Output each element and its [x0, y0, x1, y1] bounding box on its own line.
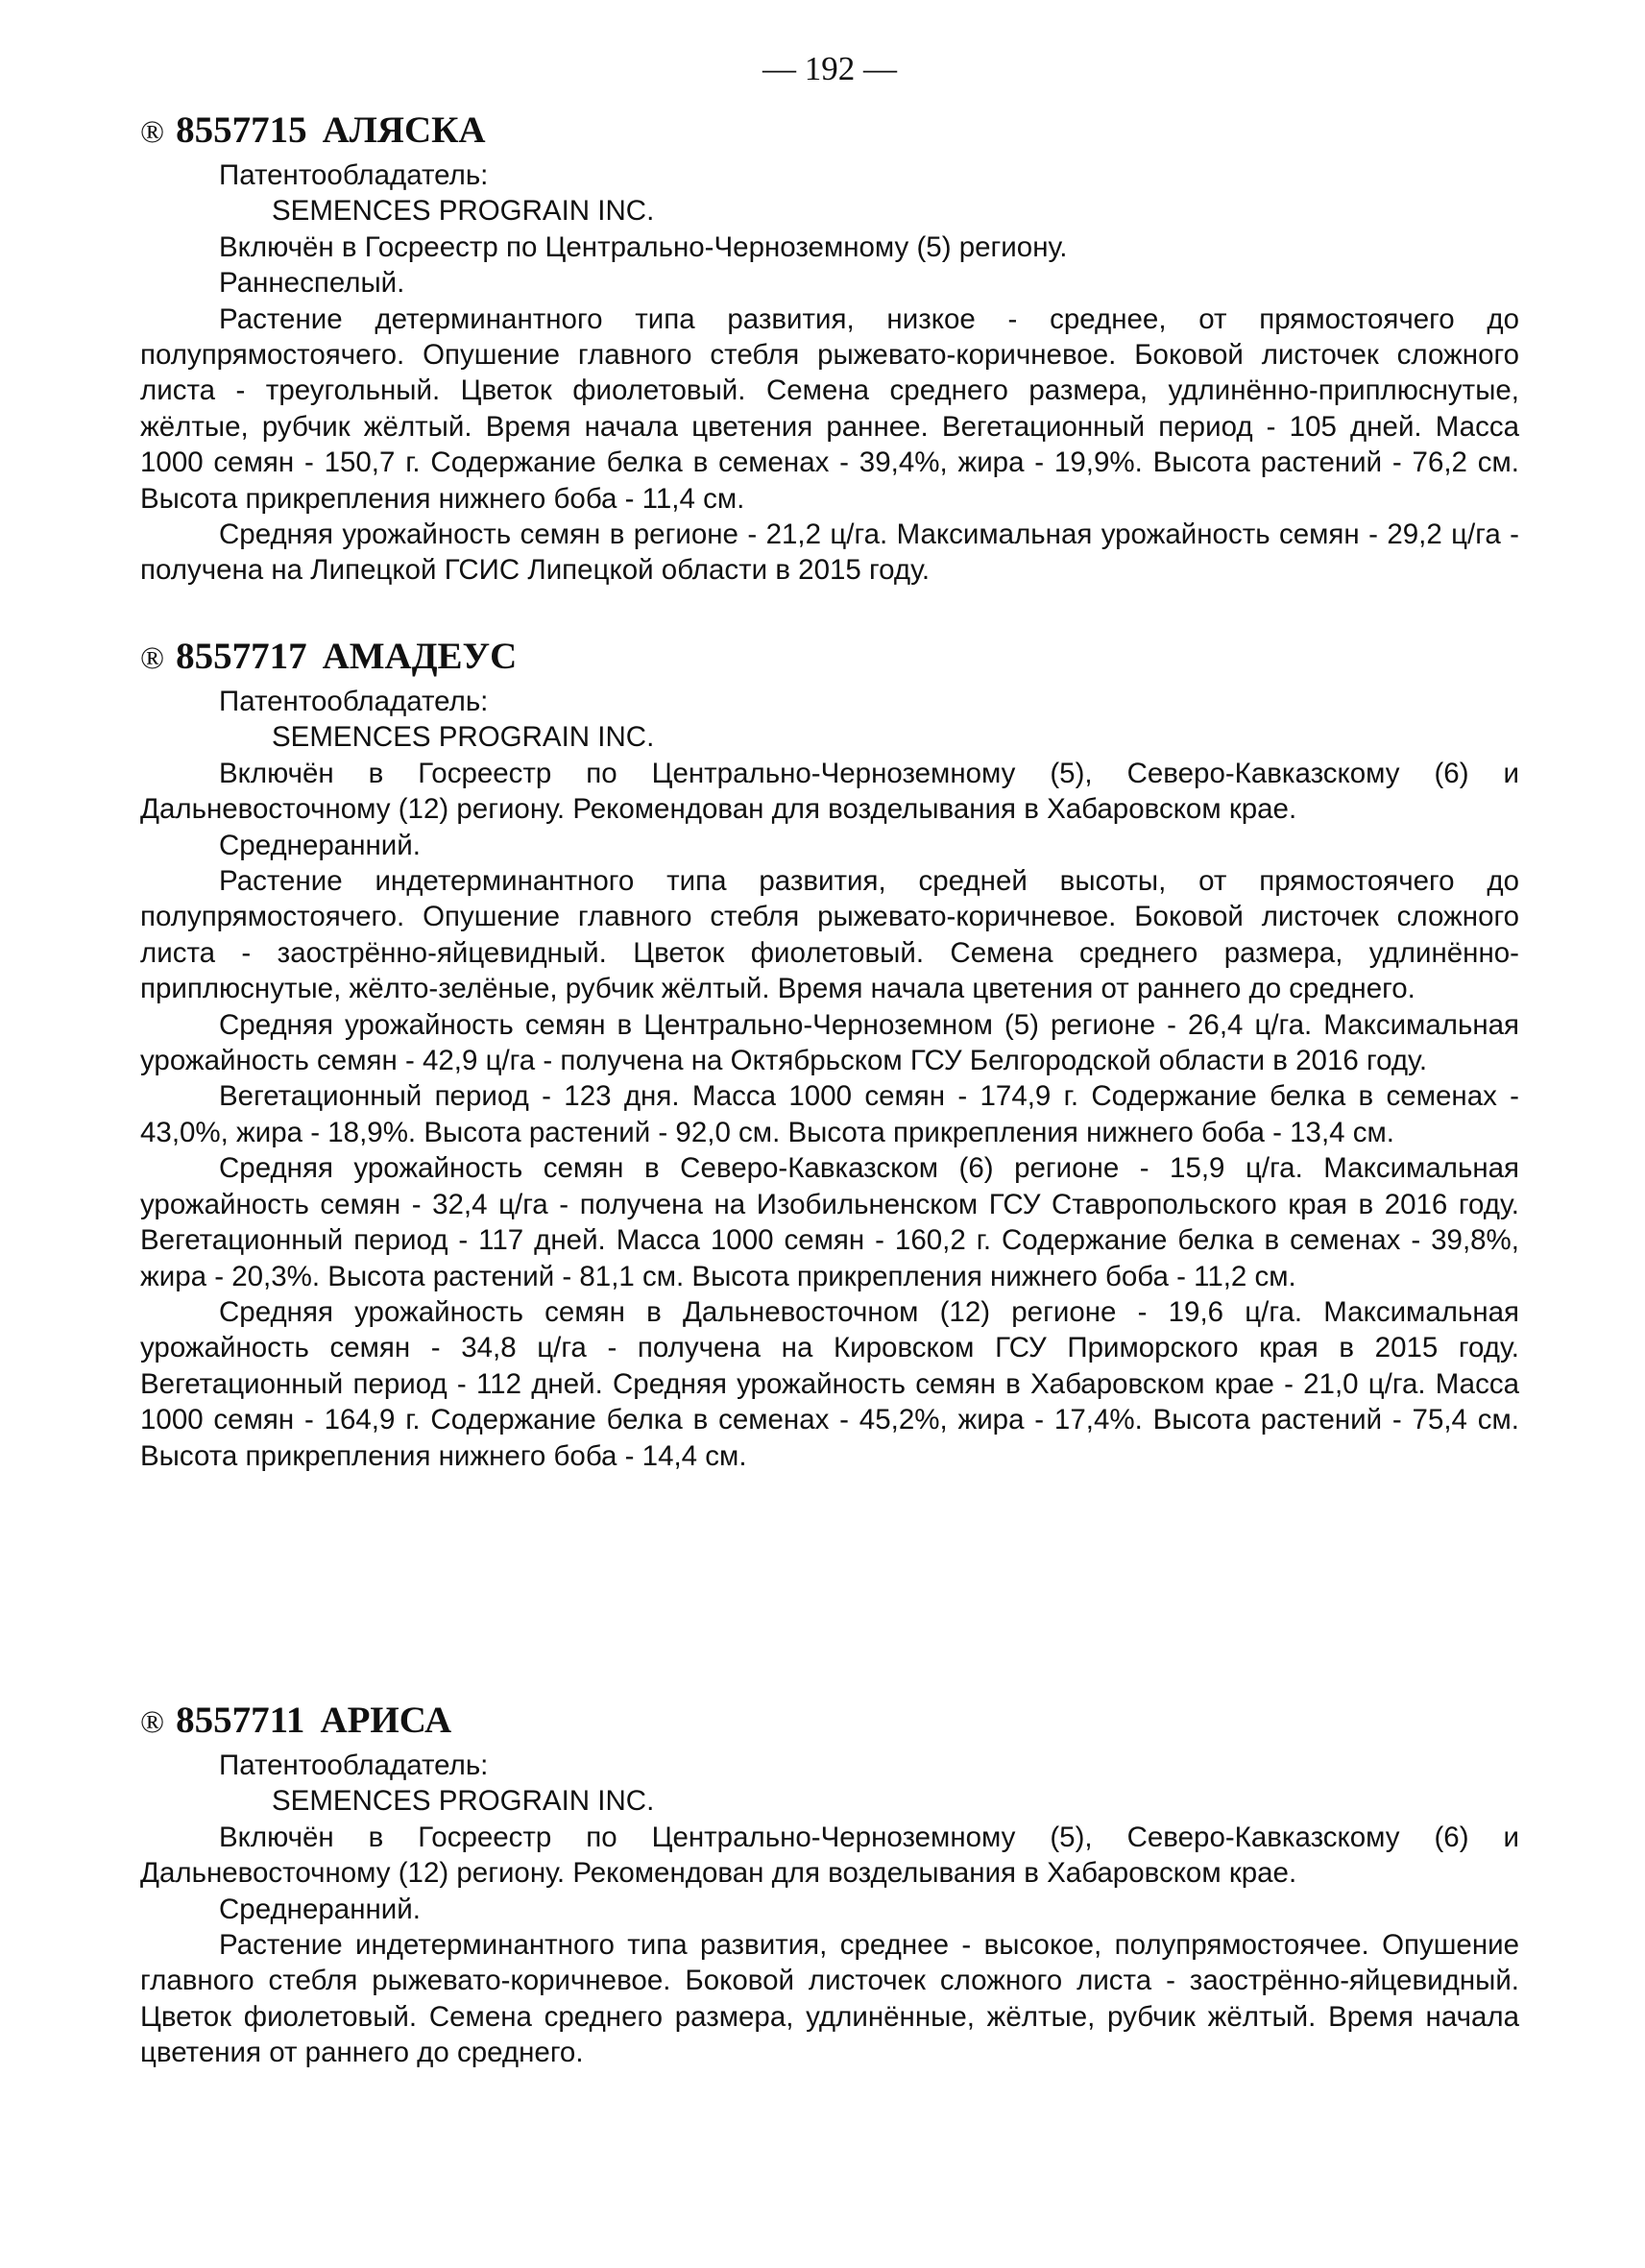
registered-icon: ®	[140, 1705, 165, 1740]
page-number: — 192 —	[762, 50, 897, 87]
yield-far-east-text: Средняя урожайность семян в Дальневосточном (12) регионе - 19,6 ц/га. Максимальная урожайность семян - 34,8 ц/га - получена на Кировском ГСУ Приморского края в 2015 году. Вегетационный период - 112 дней. Средняя урожайность семян в Хабаровском крае - 21,0 ц/га. Масса 1000 семян - 164,9 г. Содержание белка в семенах - 45,2%, жира - 17,4%. Высота растений - 75,4 см. Высота прикрепления нижнего боба - 14,4 см.	[140, 1295, 1519, 1472]
registry-text: Включён в Госреестр по Центрально-Черноземному (5), Северо-Кавказскому (6) и Дальневосточному (12) региону. Рекомендован для возделывания в Хабаровском крае.	[140, 1821, 1519, 1890]
entry-number: 8557711	[176, 1700, 305, 1741]
maturity-text: Раннеспелый.	[219, 267, 405, 300]
maturity-text: Среднеранний.	[219, 1893, 421, 1925]
patent-holder-name: SEMENCES PROGRAIN INC.	[272, 195, 655, 228]
traits-central-text: Вегетационный период - 123 дня. Масса 1000 семян - 174,9 г. Содержание белка в семенах - 43,0%, жира - 18,9%. Высота растений - 92,0 см. Высота прикрепления нижнего боба - 13,4 см.	[140, 1080, 1519, 1148]
entry-name: АЛЯСКА	[322, 109, 486, 151]
patent-holder-label: Патентообладатель:	[219, 686, 489, 717]
registered-icon: ®	[140, 115, 165, 150]
maturity-text: Среднеранний.	[219, 829, 421, 861]
patent-holder-label: Патентообладатель:	[219, 159, 489, 191]
entry-name: АМАДЕУС	[322, 636, 518, 677]
yield-north-caucasus-text: Средняя урожайность семян в Северо-Кавказском (6) регионе - 15,9 ц/га. Максимальная урожайность семян - 32,4 ц/га - получена на Изобильненском ГСУ Ставропольского края в 2016 году. Вегетационный период - 117 дней. Масса 1000 семян - 160,2 г. Содержание белка в семенах - 39,8%, жира - 20,3%. Высота растений - 81,1 см. Высота прикрепления нижнего боба - 11,2 см.	[140, 1152, 1519, 1292]
patent-holder-name: SEMENCES PROGRAIN INC.	[272, 1785, 655, 1818]
entry-title	[140, 108, 1519, 157]
variety-entry-alaska	[140, 108, 1519, 589]
variety-entry-amadeus	[140, 634, 1519, 1474]
yield-text: Средняя урожайность семян в регионе - 21,2 ц/га. Максимальная урожайность семян - 29,2 ц/га - получена на Липецкой ГСИС Липецкой области в 2015 году.	[140, 519, 1519, 587]
registered-icon: ®	[140, 641, 165, 676]
patent-holder-name: SEMENCES PROGRAIN INC.	[272, 721, 655, 754]
registry-text: Включён в Госреестр по Центрально-Черноземному (5), Северо-Кавказскому (6) и Дальневосточному (12) региону. Рекомендован для возделывания в Хабаровском крае.	[140, 757, 1519, 826]
entry-number: 8557715	[176, 109, 307, 151]
entry-title	[140, 634, 1519, 684]
description-text: Растение индетерминантного типа развития, среднее - высокое, полупрямостоячее. Опушение главного стебля рыжевато-коричневое. Боковой листочек сложного листа - заострённо-яйцевидный. Цветок фиолетовый. Семена среднего размера, удлинённые, жёлтые, рубчик жёлтый. Время начала цветения от раннего до среднего.	[140, 1929, 1519, 2069]
entry-title	[140, 1698, 1519, 1748]
entry-number: 8557717	[176, 636, 307, 677]
entry-name: АРИСА	[320, 1700, 452, 1741]
registry-text: Включён в Госреестр по Центрально-Черноземному (5) региону.	[219, 230, 1068, 263]
description-text: Растение индетерминантного типа развития, средней высоты, от прямостоячего до полупрямостоячего. Опушение главного стебля рыжевато-коричневое. Боковой листочек сложного листа - заострённо-яйцевидный. Цветок фиолетовый. Семена среднего размера, удлинённо-приплюснутые, жёлто-зелёные, рубчик жёлтый. Время начала цветения от раннего до среднего.	[140, 865, 1519, 1005]
yield-central-text: Средняя урожайность семян в Центрально-Черноземном (5) регионе - 26,4 ц/га. Максимальная урожайность семян - 42,9 ц/га - получена на Октябрьском ГСУ Белгородской области в 2016 году.	[140, 1008, 1519, 1077]
variety-entry-arisa	[140, 1698, 1519, 2071]
patent-holder-label: Патентообладатель:	[219, 1749, 489, 1781]
description-text: Растение детерминантного типа развития, низкое - среднее, от прямостоячего до полупрямостоячего. Опушение главного стебля рыжевато-коричневое. Боковой листочек сложного листа - треугольный. Цветок фиолетовый. Семена среднего размера, удлинённо-приплюснутые, жёлтые, рубчик жёлтый. Время начала цветения раннее. Вегетационный период - 105 дней. Масса 1000 семян - 150,7 г. Содержание белка в семенах - 39,4%, жира - 19,9%. Высота растений - 76,2 см. Высота прикрепления нижнего боба - 11,4 см.	[140, 302, 1519, 515]
